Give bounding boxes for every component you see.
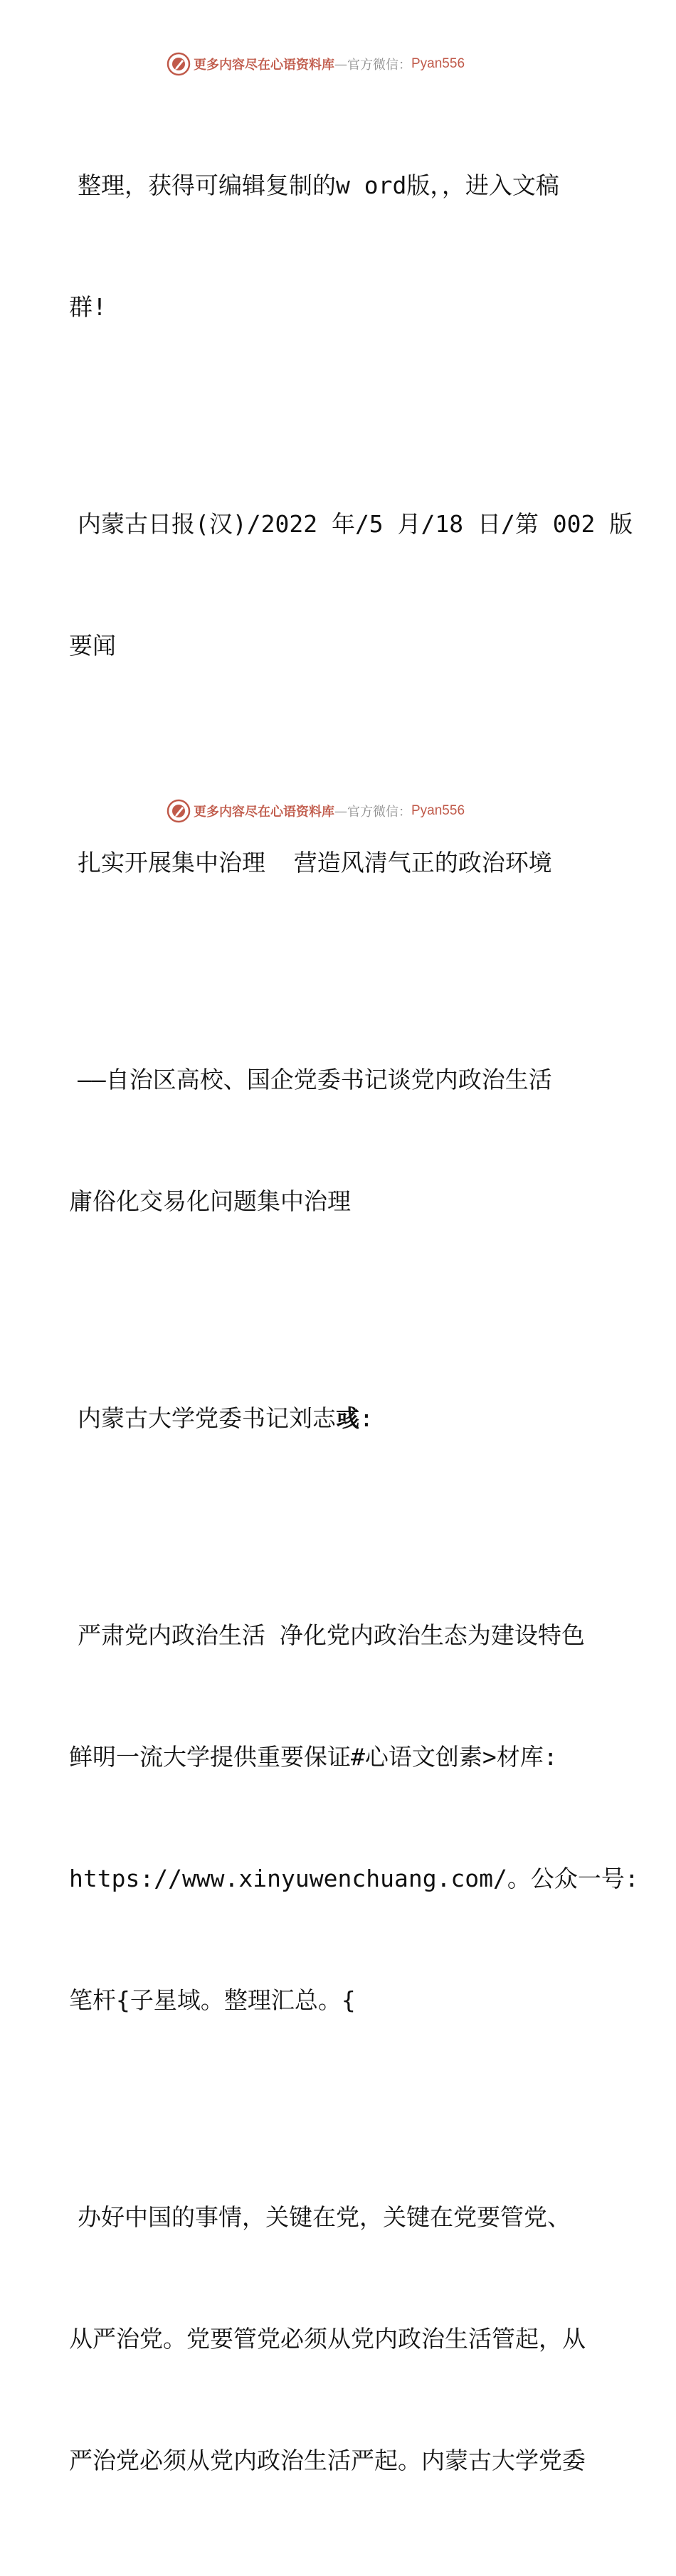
watermark-colon: ： xyxy=(398,805,411,820)
watermark-main-text: 更多内容尽在心语资料库 xyxy=(194,58,334,73)
text-line: 扎实开展集中治理 营造风清气正的政治环境 xyxy=(78,849,552,876)
article-subtitle xyxy=(69,978,610,1303)
text-line: ——自治区高校、国企党委书记谈党内政治生活 xyxy=(78,1066,552,1093)
paragraph-source xyxy=(69,423,633,747)
watermark-dash: — xyxy=(334,803,347,819)
text-line: https://www.xinyuwenchuang.com/。公众一号: xyxy=(69,1865,639,1892)
text-line: 办好中国的事情，关键在党，关键在党要管党、 xyxy=(78,2203,571,2231)
author-colon: : xyxy=(359,1404,374,1432)
pen-logo-icon xyxy=(167,799,191,823)
article-title xyxy=(69,761,610,964)
watermark-official-label: 官方微信 xyxy=(347,58,398,73)
text-line: 鲜明一流大学提供重要保证#心语文创素>材库: xyxy=(69,1743,558,1771)
watermark-colon: ： xyxy=(398,58,411,73)
text-line: 严肃党内政治生活 净化党内政治生态为建设特色 xyxy=(78,1621,585,1649)
text-line xyxy=(69,1398,610,1438)
document-body xyxy=(69,84,639,2576)
pen-logo-icon xyxy=(167,52,191,76)
section-heading xyxy=(69,1534,639,2101)
text-line: 群! xyxy=(69,293,107,321)
text-line: 从严治党。党要管党必须从党内政治生活管起，从 xyxy=(69,2325,586,2353)
text-line: 内蒙古日报(汉)/2022 年/5 月/18 日/第 002 版 xyxy=(78,510,633,538)
text-line: 庸俗化交易化问题集中治理 xyxy=(69,1187,351,1215)
watermark-footer xyxy=(167,798,465,824)
text-line: 整理，获得可编辑复制的w ord版，，进入文稿 xyxy=(78,171,559,199)
text-line: 严治党必须从党内政治生活严起。内蒙古大学党委 xyxy=(69,2447,586,2474)
author-text: 内蒙古大学党委书记刘志 xyxy=(78,1404,336,1432)
paragraph-intro xyxy=(69,84,610,408)
text-line: 要闻 xyxy=(69,632,116,659)
body-paragraph xyxy=(69,2116,610,2562)
watermark-header xyxy=(167,51,465,77)
watermark-wechat-id: Pyan556 xyxy=(411,803,465,818)
text-line: 笔杆{子星域。整理汇总。{ xyxy=(69,1986,356,2014)
watermark-wechat-id: Pyan556 xyxy=(411,56,465,71)
watermark-dash: — xyxy=(334,56,347,72)
author-line xyxy=(69,1317,610,1520)
watermark-official-label: 官方微信 xyxy=(347,805,398,820)
author-name-char: 彧 xyxy=(336,1404,359,1432)
watermark-main-text: 更多内容尽在心语资料库 xyxy=(194,805,334,820)
